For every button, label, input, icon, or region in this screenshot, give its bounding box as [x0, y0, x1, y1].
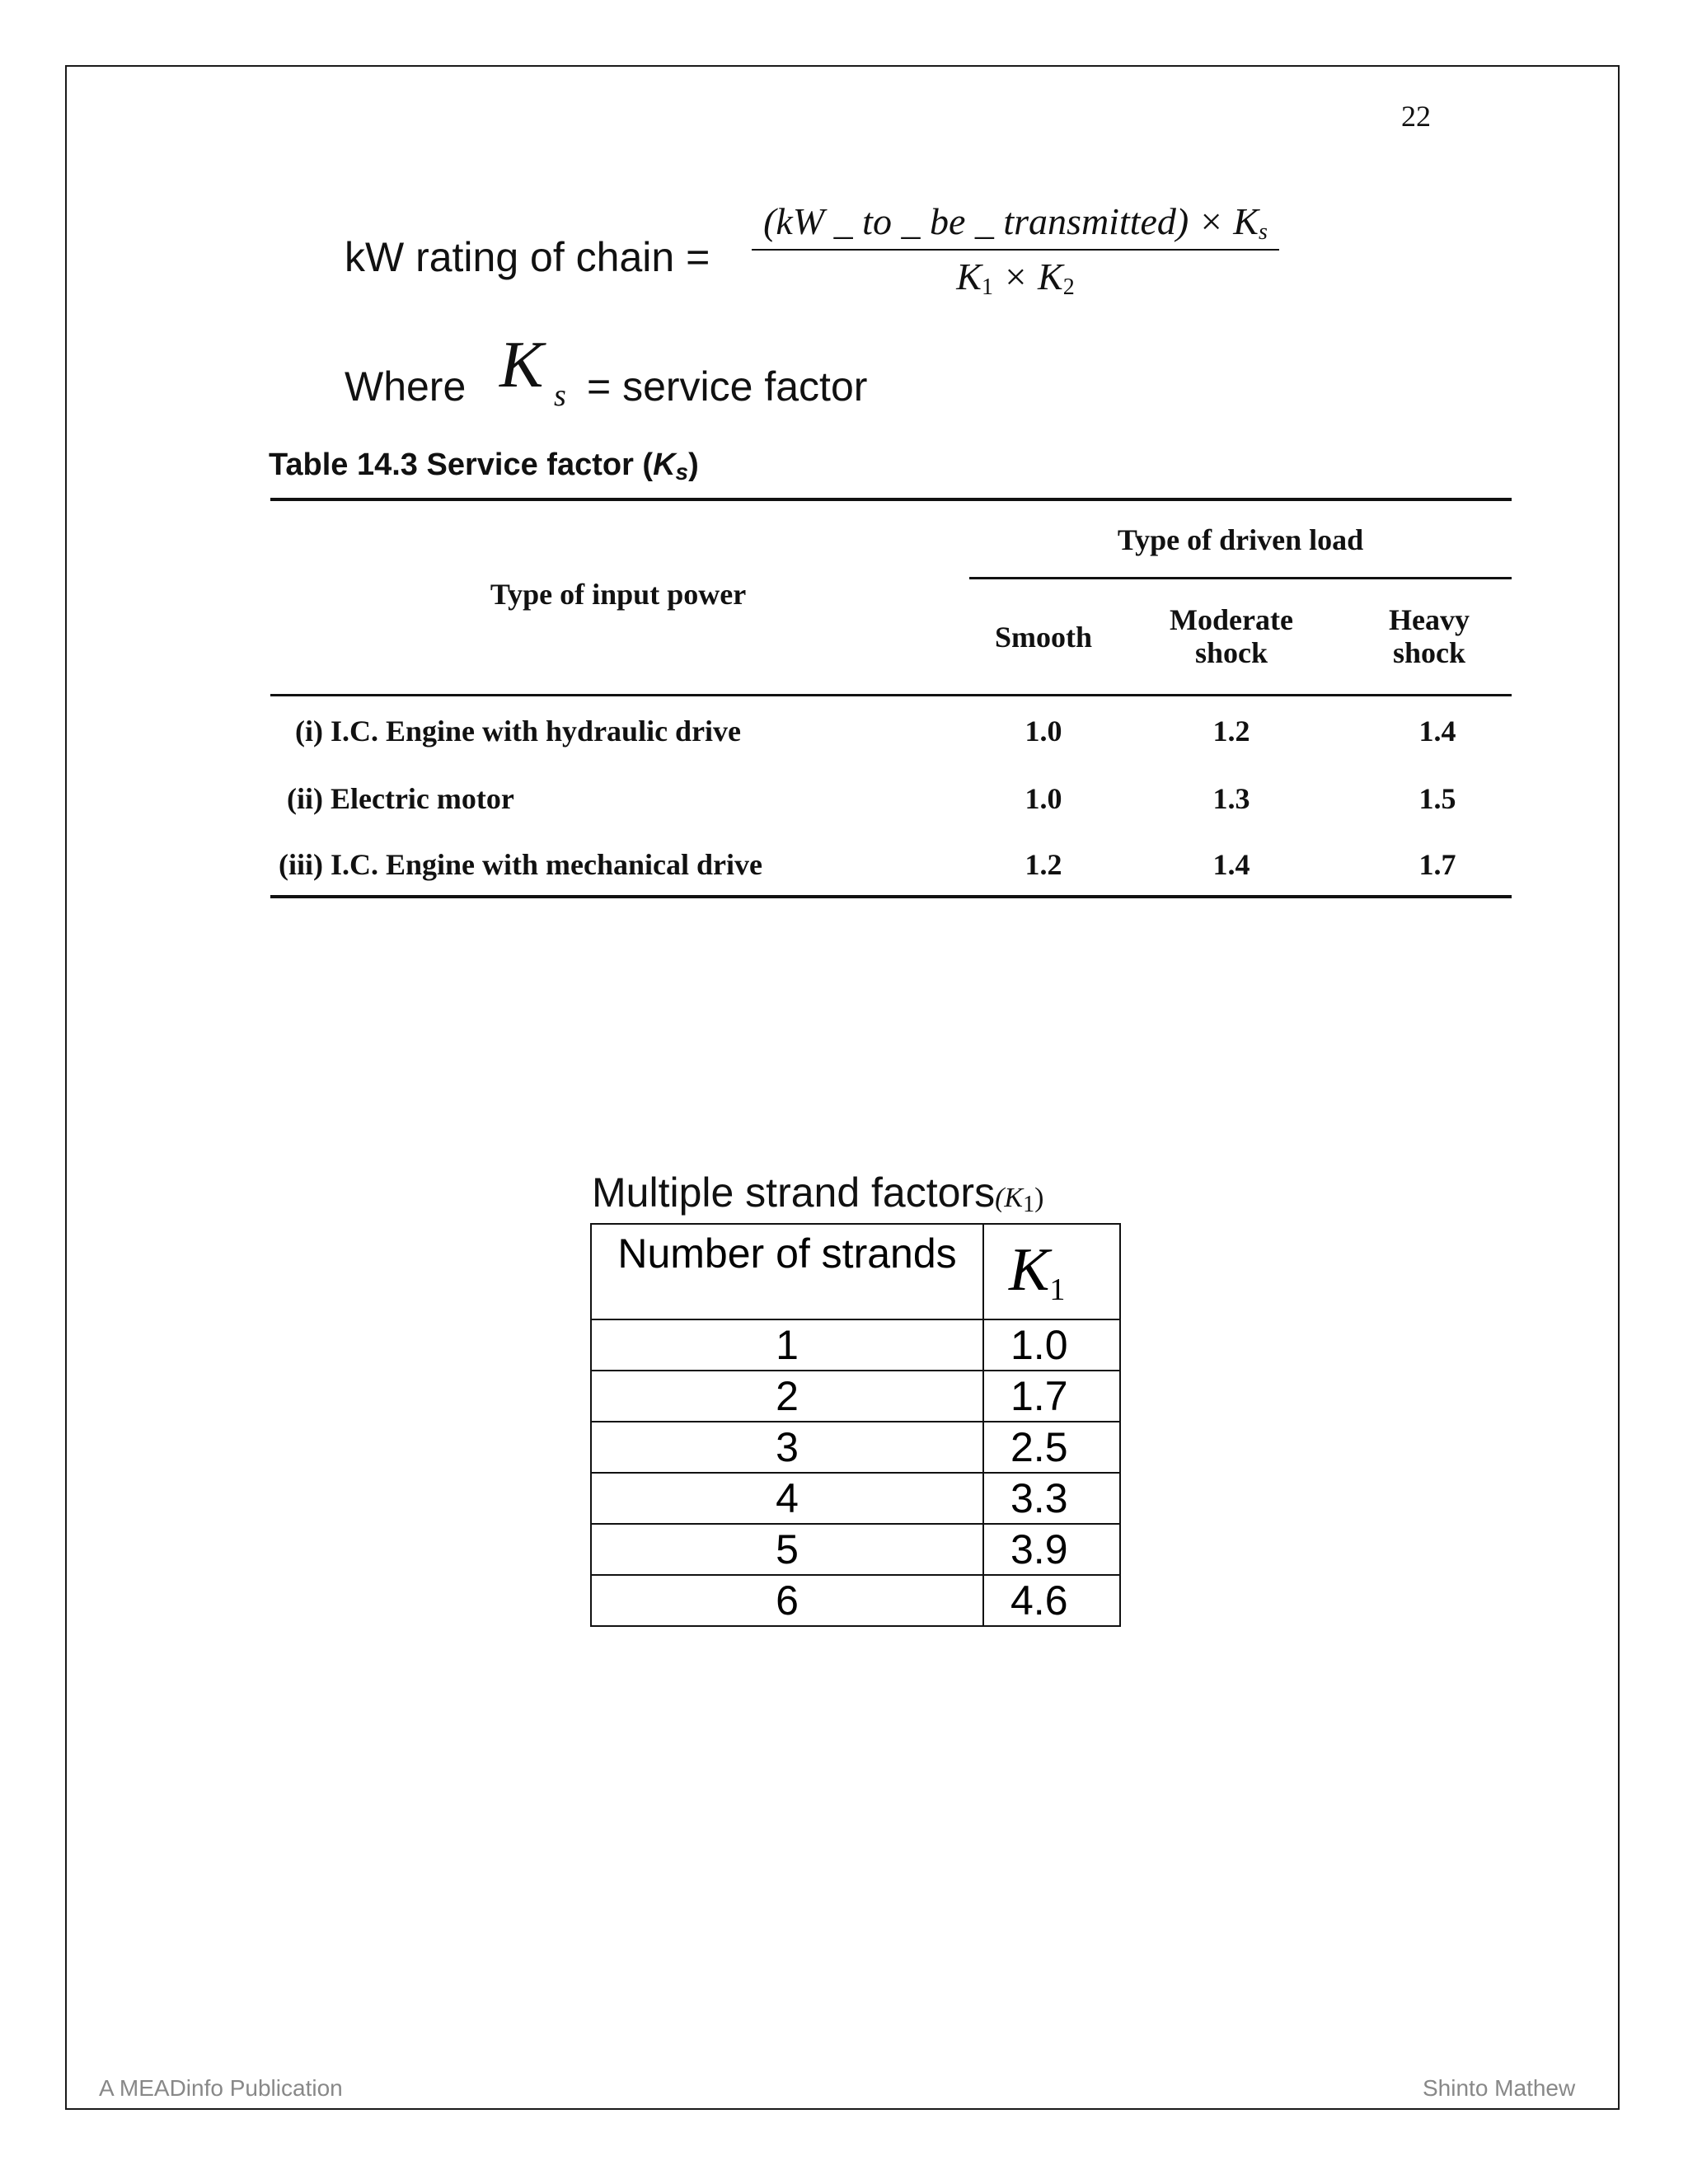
- caption-k-sub: 1: [1023, 1192, 1035, 1217]
- service-table-title-prefix: Table 14.3 Service factor (: [269, 448, 654, 482]
- row-header: Type of input power: [490, 578, 747, 611]
- service-table-title-symbol: K: [653, 448, 676, 482]
- formula-fraction: [752, 196, 1279, 302]
- denominator-sub2: 2: [1062, 274, 1075, 300]
- strands-cell: 3: [591, 1422, 983, 1473]
- cell-2-heavy: 1.5: [1418, 782, 1456, 815]
- row-label-3: (iii) I.C. Engine with mechanical drive: [279, 848, 762, 881]
- formula-numerator-text: (kW _ to _ be _ transmitted) × K: [763, 200, 1259, 242]
- k1-cell: 1.0: [983, 1319, 1120, 1371]
- col-header-smooth: Smooth: [994, 621, 1093, 654]
- caption-k-symbol: (K: [995, 1183, 1024, 1213]
- denominator-k1: K: [956, 255, 982, 298]
- ks-subscript: s: [554, 378, 566, 413]
- page-number: 22: [1401, 100, 1431, 133]
- cell-2-moderate: 1.3: [1212, 782, 1250, 815]
- strand-caption-text: Multiple strand factors: [592, 1169, 996, 1216]
- where-text: Where: [345, 363, 467, 410]
- header-number-of-strands: Number of strands: [591, 1224, 983, 1319]
- table-row: [591, 1524, 1120, 1575]
- denominator-sub1: 1: [981, 274, 993, 300]
- col-header-moderate: Moderate shock: [1170, 603, 1293, 669]
- service-table-title: [269, 448, 699, 485]
- strands-cell: 1: [591, 1319, 983, 1371]
- k1-cell: 4.6: [983, 1575, 1120, 1626]
- row-label-2: (ii) Electric motor: [287, 782, 514, 815]
- strands-cell: 6: [591, 1575, 983, 1626]
- strand-caption-symbol: [995, 1183, 1044, 1217]
- row-label-1: (i) I.C. Engine with hydraulic drive: [295, 715, 742, 748]
- denominator-k2: × K: [992, 255, 1063, 298]
- table-row: [591, 1319, 1120, 1371]
- formula-label: kW rating of chain =: [345, 234, 710, 280]
- cell-1-moderate: 1.2: [1212, 715, 1250, 748]
- ks-symbol: K: [499, 329, 544, 401]
- header-k1: [983, 1224, 1120, 1319]
- group-header-rule: [969, 577, 1512, 579]
- k1-cell: 3.9: [983, 1524, 1120, 1575]
- header-k1-symbol: K: [1009, 1236, 1050, 1304]
- formula-denominator: [752, 252, 1279, 302]
- table-bottom-rule: [270, 895, 1512, 898]
- cell-3-smooth: 1.2: [1025, 848, 1062, 881]
- service-table-title-suffix: ): [688, 448, 699, 482]
- table-row: [591, 1575, 1120, 1626]
- k1-cell: 3.3: [983, 1473, 1120, 1524]
- strand-factor-table: [590, 1223, 1121, 1627]
- strands-cell: 4: [591, 1473, 983, 1524]
- table-top-rule: [270, 498, 1512, 501]
- fraction-bar: [752, 249, 1279, 251]
- strands-cell: 2: [591, 1371, 983, 1422]
- formula-numerator: [752, 196, 1279, 247]
- strands-cell: 5: [591, 1524, 983, 1575]
- caption-k-close: ): [1034, 1183, 1044, 1213]
- strand-table-caption: [592, 1169, 1043, 1218]
- footer-publisher: A MEADinfo Publication: [99, 2075, 343, 2101]
- service-factor-definition: = service factor: [587, 363, 868, 410]
- header-k1-sub: 1: [1049, 1272, 1066, 1307]
- cell-1-smooth: 1.0: [1025, 715, 1062, 748]
- service-table-title-sub: s: [675, 459, 689, 485]
- col-header-heavy: Heavy shock: [1389, 603, 1470, 669]
- table-row: [591, 1371, 1120, 1422]
- table-header-row: [591, 1224, 1120, 1319]
- header-bottom-rule: [270, 694, 1512, 696]
- table-row: [591, 1422, 1120, 1473]
- formula-numerator-sub: s: [1258, 219, 1268, 245]
- k1-cell: 2.5: [983, 1422, 1120, 1473]
- cell-1-heavy: 1.4: [1418, 715, 1456, 748]
- table-row: [591, 1473, 1120, 1524]
- group-header: Type of driven load: [1117, 523, 1364, 556]
- cell-3-moderate: 1.4: [1212, 848, 1250, 881]
- cell-3-heavy: 1.7: [1418, 848, 1456, 881]
- cell-2-smooth: 1.0: [1025, 782, 1062, 815]
- k1-cell: 1.7: [983, 1371, 1120, 1422]
- footer-author: Shinto Mathew: [1423, 2075, 1576, 2101]
